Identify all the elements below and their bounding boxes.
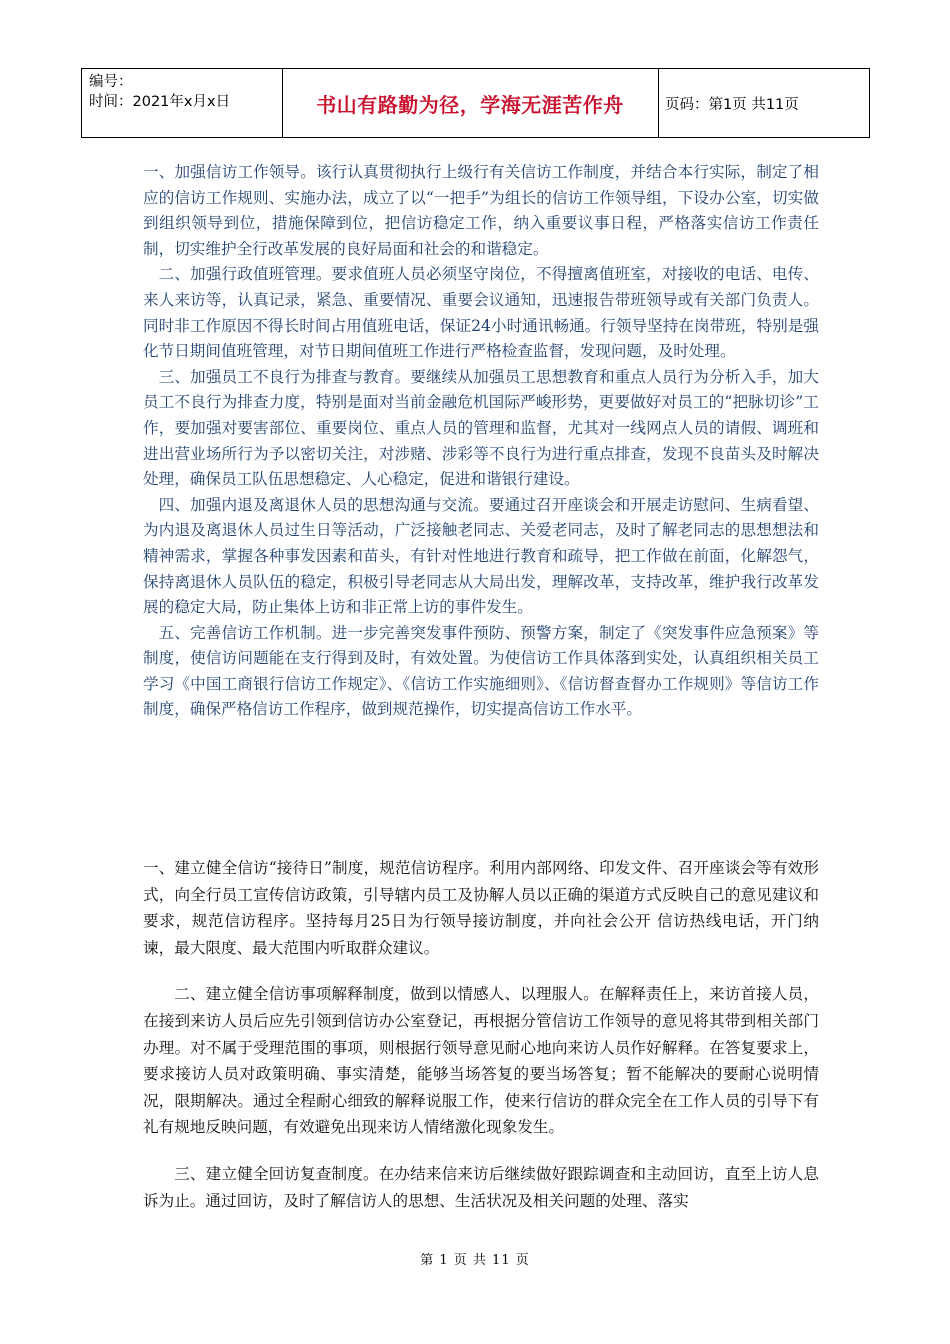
paragraph: 二、建立健全信访事项解释制度，做到以情感人、以理服人。在解释责任上，来访首接人员，在接到来访人员后应先引领到信访办公室登记，再根据分管信访工作领导的意见将其带到相关部门办理。对不属于受理范围的事项，则根据行领导意见耐心地向来访人员作好解释。在答复要求上，要求接访人员对政策明确、事实清楚，能够当场答复的要当场答复；暂不能解决的要耐心说明情况，限期解决。通过全程耐心细致的解释说服工作，使来行信访的群众完全在工作人员的引导下有礼有规地反映问题，有效避免出现来访人情绪激化现象发生。 [143, 985, 819, 1137]
header-meta [89, 72, 289, 112]
number-label: 编号： [89, 74, 133, 90]
header-motto: 书山有路勤为径，学海无涯苦作舟 [316, 92, 624, 117]
paragraph: 五、完善信访工作机制。进一步完善突发事件预防、预警方案，制定了《突发事件应急预案》等制度，使信访问题能在支行得到及时，有效处置。为使信访工作具体落到实处，认真组织相关员工学习《中国工商银行信访工作规定》、《信访工作实施细则》、《信访督查督办工作规则》等信访工作制度，确保严格信访工作程序，做到规范操作，切实提高信访工作水平。 [143, 623, 819, 719]
paragraph: 四、加强内退及离退休人员的思想沟通与交流。要通过召开座谈会和开展走访慰问、生病看望、为内退及离退休人员过生日等活动，广泛接触老同志、关爱老同志，及时了解老同志的思想想法和精神需求，掌握各种事发因素和苗头，有针对性地进行教育和疏导，把工作做在前面，化解怨气，保持离退休人员队伍的稳定，积极引导老同志从大局出发，理解改革，支持改革，维护我行改革发展的稳定大局，防止集体上访和非正常上访的事件发生。 [143, 495, 819, 617]
header-page-label: 页码：第1页 共11页 [665, 96, 799, 113]
header-divider [658, 69, 659, 137]
header-table [81, 68, 870, 138]
paragraph: 二、加强行政值班管理。要求值班人员必须坚守岗位，不得擅离值班室，对接收的电话、电传、来人来访等，认真记录，紧急、重要情况、重要会议通知，迅速报告带班领导或有关部门负责人。同时非工作原因不得长时间占用值班电话，保证24小时通讯畅通。行领导坚持在岗带班，特别是强化节日期间值班管理，对节日期间值班工作进行严格检查监督，发现问题，及时处理。 [143, 265, 819, 361]
page-footer: 第 1 页 共 11 页 [420, 1253, 530, 1268]
paragraph: 一、建立健全信访“接待日”制度，规范信访程序。利用内部网络、印发文件、召开座谈会等有效形式，向全行员工宣传信访政策，引导辖内员工及协解人员以正确的渠道方式反映自己的意见建议和要求，规范信访程序。坚持每月25日为行领导接访制度，并向社会公开 信访热线电话，开门纳谏，最大限度、最大范围内听取群众建议。 [143, 859, 819, 957]
paragraph: 一、加强信访工作领导。该行认真贯彻执行上级行有关信访工作制度，并结合本行实际，制定了相应的信访工作规则、实施办法，成立了以“一把手”为组长的信访工作领导组，下设办公室，切实做到组织领导到位，措施保障到位，把信访稳定工作，纳入重要议事日程，严格落实信访工作责任制，切实维护全行改革发展的良好局面和社会的和谐稳定。 [143, 163, 819, 258]
section-black-body [143, 855, 819, 1214]
header-divider [81, 69, 82, 137]
paragraph: 三、建立健全回访复查制度。在办结来信来访后继续做好跟踪调查和主动回访，直至上访人息诉为止。通过回访，及时了解信访人的思想、生活状况及相关问题的处理、落实 [143, 1164, 819, 1210]
header-divider [869, 69, 870, 137]
section-blue-body [143, 160, 819, 723]
time-label: 时间：2021年x月x日 [89, 94, 231, 110]
paragraph: 三、加强员工不良行为排查与教育。要继续从加强员工思想教育和重点人员行为分析入手，加大员工不良行为排查力度，特别是面对当前金融危机国际严峻形势，更要做好对员工的“把脉切诊”工作，要加强对要害部位、重要岗位、重点人员的管理和监督，尤其对一线网点人员的请假、调班和进出营业场所行为予以密切关注，对涉赌、涉彩等不良行为进行重点排查，发现不良苗头及时解决处理，确保员工队伍思想稳定、人心稳定，促进和谐银行建设。 [143, 367, 819, 489]
